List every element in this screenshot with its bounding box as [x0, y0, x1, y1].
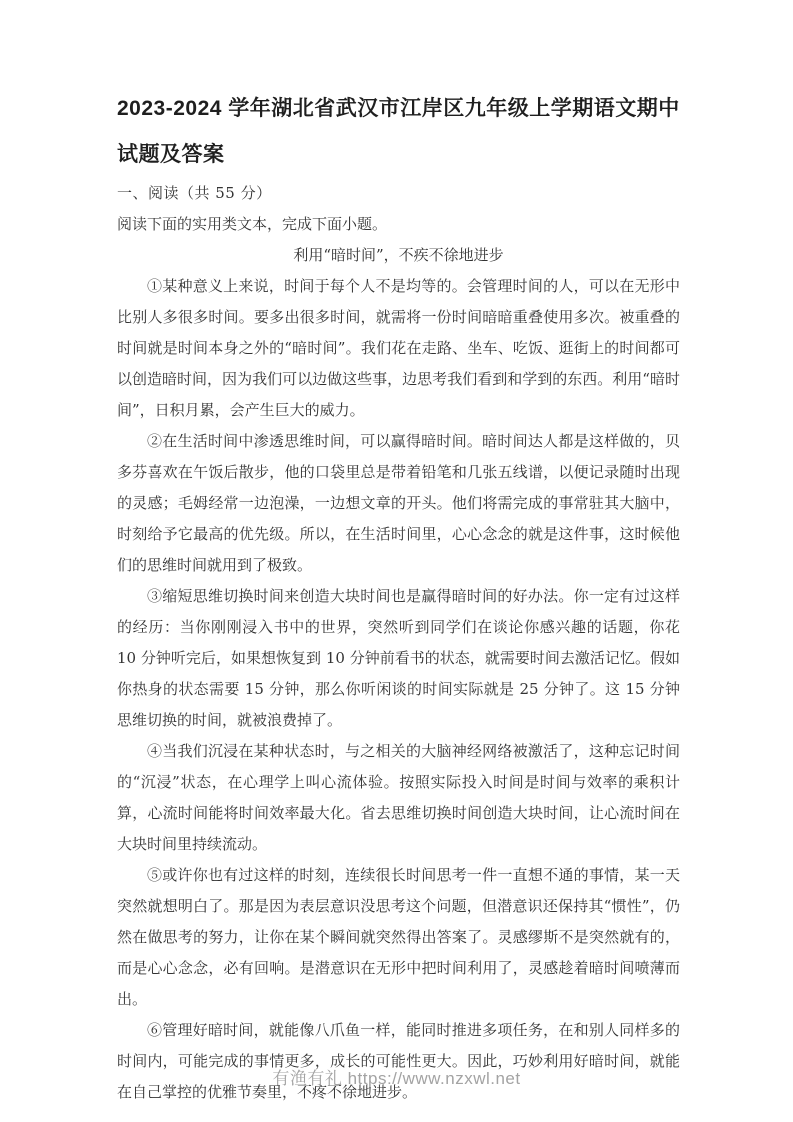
reading-instruction: 阅读下面的实用类文本，完成下面小题。 [117, 215, 388, 233]
article-title: 利用“暗时间”，不疾不徐地进步 [293, 246, 504, 264]
section-heading: 一、阅读（共 55 分） [117, 184, 272, 202]
article-paragraph-4: ④当我们沉浸在某种状态时，与之相关的大脑神经网络被激活了，这种忘记时间的“沉浸”状态，在心理学上叫心流体验。按照实际投入时间是时间与效率的乘积计算，心流时间能将时间效率最大化。省去思维切换时间创造大块时间，让心流时间在大块时间里持续流动。 [117, 742, 680, 853]
article-paragraph-5: ⑤或许你也有过这样的时刻，连续很长时间思考一件一直想不通的事情，某一天突然就想明白了。那是因为表层意识没思考这个问题，但潜意识还保持其“惯性”，仍然在做思考的努力，让你在某个瞬间就突然得出答案了。灵感缪斯不是突然就有的，而是心心念念，必有回响。是潜意识在无形中把时间利用了，灵感趁着暗时间喷薄而出。 [117, 866, 680, 1008]
footer-watermark-link[interactable]: 有渔有礼 https://www.nzxwl.net [272, 1069, 521, 1088]
article-paragraph-6: ⑥管理好暗时间，就能像八爪鱼一样，能同时推进多项任务，在和别人同样多的时间内，可能完成的事情更多，成长的可能性更大。因此，巧妙利用好暗时间，就能在自己掌控的优雅节奏里，不疼不徐地进步。 [117, 1021, 680, 1101]
article-paragraph-3: ③缩短思维切换时间来创造大块时间也是赢得暗时间的好办法。你一定有过这样的经历：当你刚刚浸入书中的世界，突然听到同学们在谈论你感兴趣的话题，你花 10 分钟听完后，如果想恢复到 10 分钟前看书的状态，就需要时间去激活记忆。假如你热身的状态需要 15 分钟，那么你听闲谈的时间实际就是 25 分钟了。这 15 分钟思维切换的时间，就被浪费掉了。 [117, 587, 680, 729]
article-paragraph-2: ②在生活时间中渗透思维时间，可以赢得暗时间。暗时间达人都是这样做的，贝多芬喜欢在午饭后散步，他的口袋里总是带着铅笔和几张五线谱，以便记录随时出现的灵感；毛姆经常一边泡澡，一边想文章的开头。他们将需完成的事常驻其大脑中，时刻给予它最高的优先级。所以，在生活时间里，心心念念的就是这件事，这时候他们的思维时间就用到了极致。 [117, 432, 680, 574]
article-paragraph-1: ①某种意义上来说，时间于每个人不是均等的。会管理时间的人，可以在无形中比别人多很多时间。要多出很多时间，就需将一份时间暗暗重叠使用多次。被重叠的时间就是时间本身之外的“暗时间”。我们花在走路、坐车、吃饭、逛街上的时间都可以创造暗时间，因为我们可以边做这些事，边思考我们看到和学到的东西。利用“暗时间”，日积月累，会产生巨大的威力。 [117, 277, 680, 419]
document-page [117, 86, 680, 1108]
document-title: 2023-2024 学年湖北省武汉市江岸区九年级上学期语文期中试题及答案 [117, 97, 680, 166]
page-footer [0, 1064, 793, 1089]
article-body [117, 271, 680, 1108]
